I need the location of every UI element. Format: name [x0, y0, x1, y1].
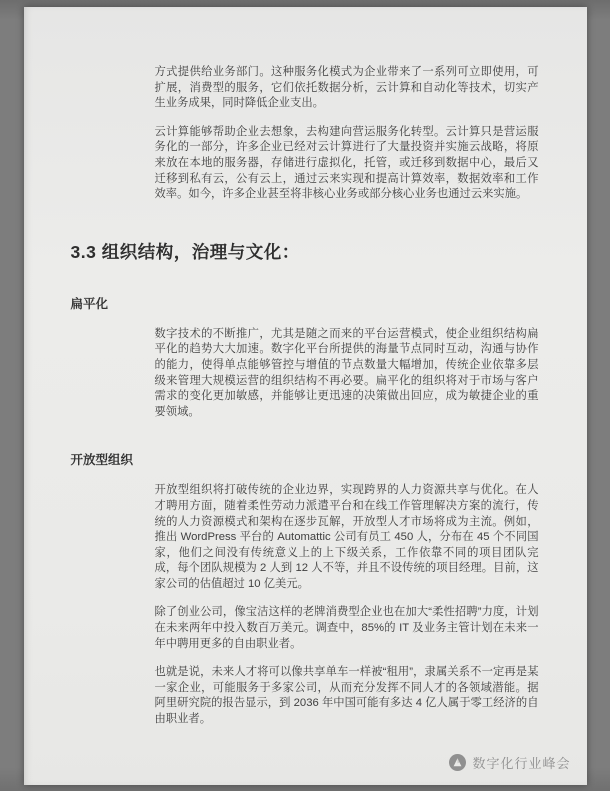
footer-brand-text: 数字化行业峰会	[472, 756, 571, 771]
intro-paragraph-1: 方式提供给业务部门。这种服务化模式为企业带来了一系列可立即使用，可扩展，消费型的服务，它们依托数据分析，云计算和自动化等技术，切实产生业务成果，同时降低企业支出。	[154, 66, 539, 110]
open-paragraph-3: 也就是说，未来人才将可以像共享单车一样被“租用”，隶属关系不一定再是某一家企业，可能服务于多家公司，从而充分发挥不同人才的各领域潜能。据阿里研究院的报告显示，到 2036 年中国可能有多达 4 亿人属于零工经济的自由职业者。	[154, 666, 539, 726]
flat-block	[155, 327, 539, 421]
footer-brand	[449, 753, 570, 772]
subsection-heading-flat: 扁平化	[70, 296, 109, 311]
subsection-heading-open: 开放型组织	[70, 453, 134, 468]
section-heading: 3.3 组织结构，治理与文化：	[70, 241, 300, 262]
intro-paragraph-2: 云计算能够帮助企业去想象，去构建向营运服务化转型。云计算只是营运服务化的一部分，许多企业已经对云计算进行了大量投资并实施云战略，将原来放在本地的服务器，存储进行虚拟化，托管，或迁移到数据中心，最后又迁移到私有云，公有云上，通过云来实现和提高计算效率，数据效率和工作效率。如今，许多企业甚至将非核心业务或部分核心业务也通过云来实施。	[154, 125, 539, 201]
flat-paragraph: 数字技术的不断推广，尤其是随之而来的平台运营模式，使企业组织结构扁平化的趋势大大加速。数字化平台所提供的海量节点同时互动，沟通与协作的能力，使得单点能够管控与增值的节点数量大幅增加，传统企业依靠多层级来管理大规模运营的组织结构不再必要。扁平化的组织将对于市场与客户需求的变化更加敏感，并能够让更迅速的决策做出回应，成为敏捷企业的重要领域。	[154, 327, 539, 418]
open-paragraph-1: 开放型组织将打破传统的企业边界，实现跨界的人力资源共享与优化。在人才聘用方面，随着柔性劳动力派遣平台和在线工作管理解决方案的流行，传统的人力资源模式和架构在逐步瓦解，开放型人才市场将成为主流。例如，推出 WordPress 平台的 Automattic 公司有员工 450 人，分布在 45 个不同国家，他们之间没有传统意义上的上下级关系，工作依靠不同的项目团队完成，每个团队规模为 2 人到 12 人不等，并且不设传统的项目经理。目前，这家公司的估值超过 10 亿美元。	[154, 484, 539, 590]
mountain-peak-icon	[449, 754, 466, 771]
open-paragraph-2: 除了创业公司，像宝洁这样的老牌消费型企业也在加大“柔性招聘”力度，计划在未来两年中投入数百万美元。调查中，85%的 IT 及业务主管计划在未来一年中聘用更多的自由职业者。	[154, 606, 539, 650]
page-content	[24, 7, 587, 728]
document-page	[24, 7, 587, 785]
intro-block	[155, 65, 539, 203]
open-block	[155, 483, 539, 727]
